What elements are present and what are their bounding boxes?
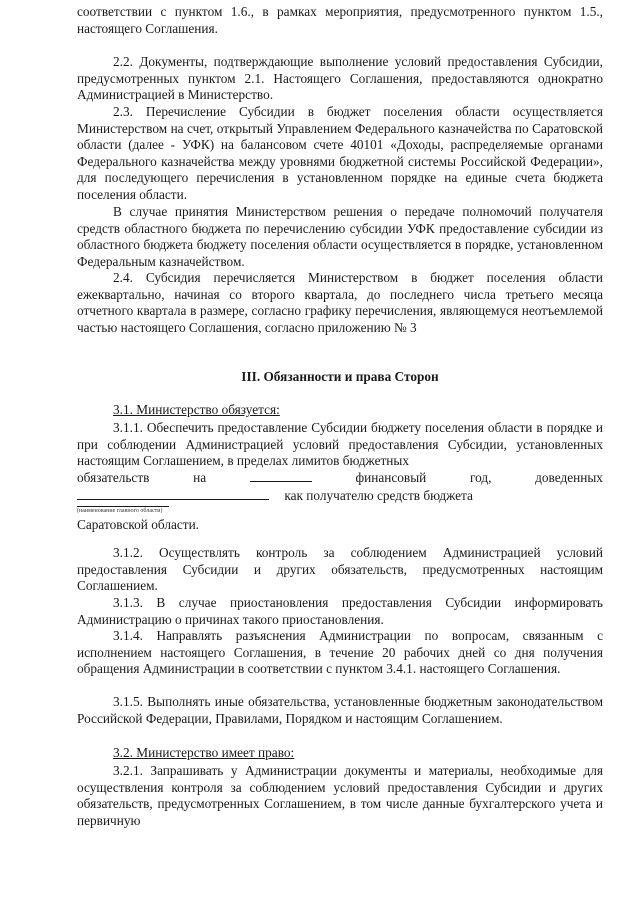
paragraph-2-3: 2.3. Перечисление Субсидии в бюджет поселения области осуществляется Министерством на счет, открытый Управлением Федерального казначейства по Саратовской области (далее - УФК) на балансовом счете 40101 «Доходы, распределяемые органами Федерального казначейства между уровнями бюджетной системы Российской Федерации», для последующего перечисления в установленном порядке на единые счета бюджета поселения области. (77, 104, 603, 202)
limits-line (77, 470, 603, 487)
paragraph-3-1-4: 3.1.4. Направлять разъяснения Администрации по вопросам, связанным с исполнением настоящего Соглашения, в течение 20 рабочих дней со дня получения обращения Администрации в соответствии с пунктом 3.4.1. настоящего Соглашения. (77, 628, 603, 677)
subheading-3-1-wrap (77, 402, 603, 419)
section-title: III. Обязанности и права Сторон (241, 369, 439, 384)
paragraph-ufk-case: В случае принятия Министерством решения о передаче полномочий получателя средств областного бюджета по перечислению субсидии УФК предоставление субсидии из областного бюджета бюджету поселения области осуществляется в порядке, установленном Федеральным казначейством. (77, 204, 603, 269)
paragraph-3-1-2: 3.1.2. Осуществлять контроль за соблюдением Администрацией условий предоставления Субсидии и других обязательств, предусмотренных настоящим Соглашением. (77, 545, 603, 594)
recipient-text: как получателю средств бюджета (284, 488, 473, 503)
paragraph-3-1-3: 3.1.3. В случае приостановления предоставления Субсидии информировать Администрацию о причинах такого приостановления. (77, 595, 603, 627)
subheading-3-2: 3.2. Министерство имеет право: (113, 745, 295, 760)
limits-word-5: доведенных (535, 470, 603, 485)
limits-word-1: обязательств (77, 470, 150, 485)
subheading-3-1: 3.1. Министерство обязуется: (113, 402, 280, 417)
limits-word-3: финансовый (355, 470, 427, 485)
recipient-line (77, 488, 603, 505)
paragraph-3-1-1: 3.1.1. Обеспечить предоставление Субсидии бюджету поселения области в порядке и при соблюдении Администрацией условий предоставления Субсидии, установленных настоящим Соглашением, в пределах лимитов бюджетных (77, 420, 603, 469)
paragraph-2-4: 2.4. Субсидия перечисляется Министерством в бюджет поселения области ежеквартально, начиная со второго квартала, до последнего числа третьего месяца отчетного квартала в размере, согласно графику перечисления, являющемуся неотъемлемой частью настоящего Соглашения, согласно приложению № 3 (77, 270, 603, 335)
ministry-name-caption: (наименование главного области) (77, 506, 169, 515)
year-blank (250, 471, 312, 482)
paragraph-continuation: соответствии с пунктом 1.6., в рамках мероприятия, предусмотренного пунктом 1.5., настоящего Соглашения. (77, 4, 603, 36)
limits-word-4: год, (469, 470, 492, 485)
ministry-name-blank (77, 489, 269, 500)
paragraph-3-2-1: 3.2.1. Запрашивать у Администрации документы и материалы, необходимые для осуществления контроля за соблюдением условий предоставления Субсидии и других обязательств, предусмотренных Соглашением, в том числе данные бухгалтерского учета и первичную (77, 763, 603, 828)
paragraph-2-2: 2.2. Документы, подтверждающие выполнение условий предоставления Субсидии, предусмотренных пунктом 2.1. Настоящего Соглашения, предоставляются однократно Администрацией в Министерство. (77, 54, 603, 103)
subheading-3-2-wrap (77, 745, 603, 762)
paragraph-3-1-5: 3.1.5. Выполнять иные обязательства, установленные бюджетным законодательством Российской Федерации, Правилами, Порядком и настоящим Соглашением. (77, 694, 603, 726)
limits-word-2: на (193, 470, 207, 485)
saratov-region-text: Саратовской области. (77, 517, 200, 532)
